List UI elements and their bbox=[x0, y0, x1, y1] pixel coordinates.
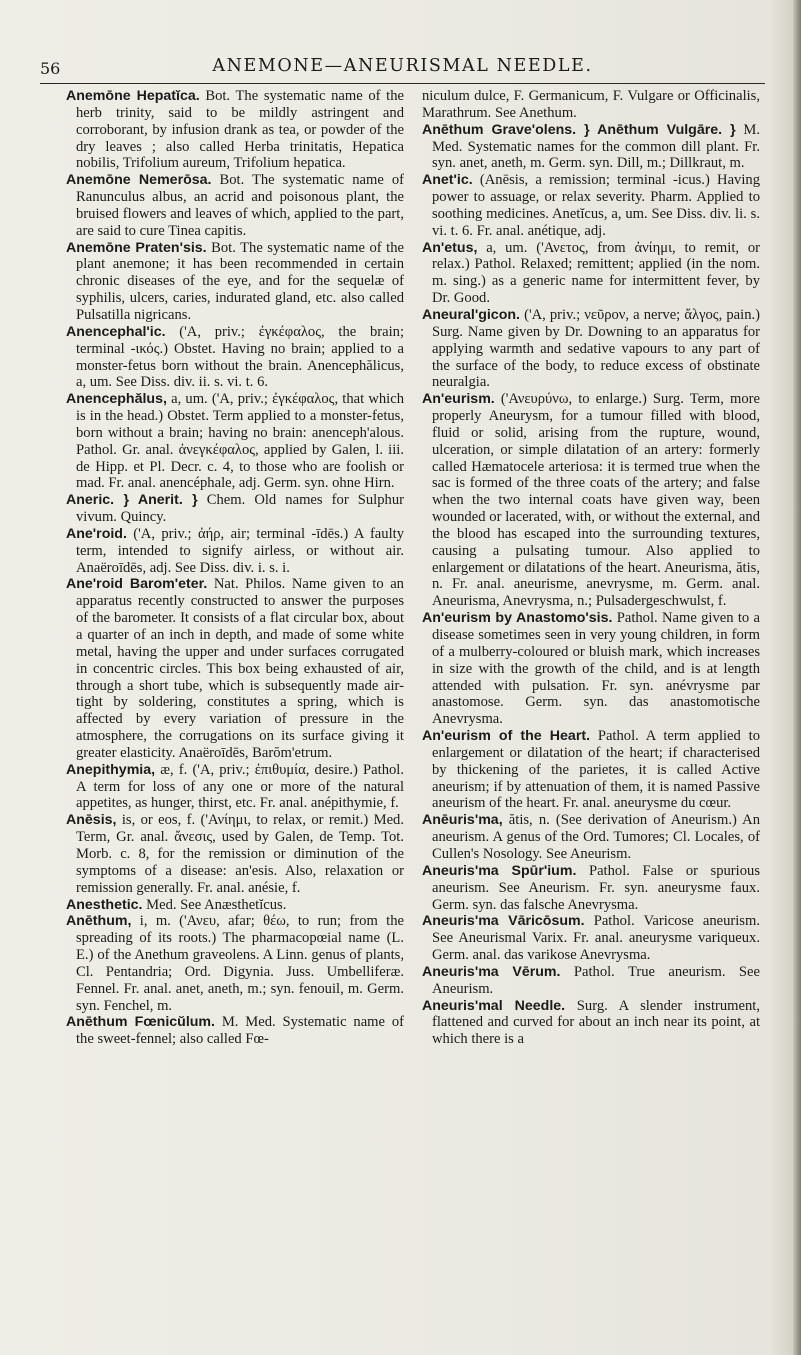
dictionary-entry bbox=[422, 88, 760, 122]
dictionary-entry bbox=[422, 122, 760, 173]
entry-headword: Anēthum Fœnicŭlum. bbox=[66, 1014, 215, 1031]
entry-definition: ('A, priv.; ἀήρ, air; terminal -īdēs.) A faulty term, intended to signify airless, or without air. Anaëroīdēs, adj. See Diss. div. i. s. i. bbox=[76, 525, 404, 576]
entry-definition: Bot. The systematic name of Ranunculus albus, an acrid and poisonous plant, the bruised flowers and leaves of which, applied to the part, are said to cure Tinea capitis. bbox=[76, 172, 404, 239]
dictionary-entry bbox=[422, 863, 760, 914]
entry-definition: (Anēsis, a remission; terminal -icus.) Having power to assuage, or relax severity. Pharm. Applied to soothing medicines. Anetĭcus, a, um. See Diss. div. li. s. vi. t. 6. Fr. anal. anétique, adj. bbox=[432, 172, 760, 239]
dictionary-entry bbox=[422, 812, 760, 863]
entry-headword: Anencephălus, bbox=[66, 391, 167, 408]
dictionary-entry bbox=[66, 492, 404, 526]
entry-headword: Aneuris'mal Needle. bbox=[422, 997, 566, 1014]
entry-headword: Anemōne Nemerōsa. bbox=[66, 172, 212, 189]
dictionary-entry bbox=[66, 897, 404, 914]
dictionary-entry bbox=[66, 576, 404, 761]
dictionary-entry bbox=[66, 812, 404, 896]
entry-definition: Chem. Old names for Sulphur vivum. Quincy. bbox=[76, 492, 404, 526]
entry-definition: ('A, priv.; νεῦρον, a nerve; ἄλγος, pain.) Surg. Name given by Dr. Downing to an apparatus for applying warmth and sedative vapours to any part of the surface of the body, to reduce excess of obstinate neuralgia. bbox=[432, 306, 760, 391]
entry-definition: Bot. The systematic name of the herb trinity, said to be mildly astringent and corroborant, by infusion drank as tea, or powder of the dry leaves ; also called Herba trinitatis, Hepatica nobilis, Trifolium aureum, Trifolium hepatica. bbox=[76, 88, 404, 172]
entry-definition: Pathol. A term applied to enlargement or dilatation of the heart; if characterised by thickening of the parietes, it is called Active aneurism; if by attenuation of them, it is named Passive aneurism of the heart. Fr. anal. aneurysme du cœur. bbox=[432, 728, 760, 812]
entry-definition: ătis, n. (See derivation of Aneurism.) An aneurism. A genus of the Ord. Tumores; Cl. Locales, of Cullen's Nosology. See Aneurism. bbox=[432, 812, 760, 862]
entry-headword: Anēthum, bbox=[66, 913, 132, 930]
dictionary-entry bbox=[66, 526, 404, 577]
page-edge-shadow bbox=[793, 0, 801, 1355]
entry-definition: a, um. ('Ανετος, from ἀνίημι, to remit, or relax.) Pathol. Relaxed; remittent; applied (in the nom. m. sing.) as a generic name for intermittent fever, by Dr. Good. bbox=[432, 239, 760, 307]
entry-definition: Pathol. Name given to a disease sometimes seen in very young children, in form of a mulberry-coloured or bluish mark, which increases in size with the growth of the child, and is at length attended with pulsation. Fr. syn. anévrysme par anastomose. Germ. syn. das anastomotische Anevrysma. bbox=[432, 610, 760, 728]
dictionary-entry bbox=[422, 391, 760, 610]
entry-definition: Surg. A slender instrument, flattened and curved for about an inch near its point, at which there is a bbox=[432, 997, 760, 1048]
entry-definition: Bot. The systematic name of the plant anemone; it has been recommended in certain chronic diseases of the eye, and for the sequelæ of syphilis, ulcers, caries, indurated gland, etc. also called Pulsatilla nigricans. bbox=[76, 239, 404, 323]
entry-definition: M. Med. Systematic name of the sweet-fennel; also called Fœ- bbox=[76, 1014, 404, 1048]
dictionary-entry bbox=[66, 172, 404, 239]
running-title: ANEMONE—ANEURISMAL NEEDLE. bbox=[212, 56, 593, 76]
dictionary-entry bbox=[66, 913, 404, 1014]
entry-definition: is, or eos, f. ('Ανίημι, to relax, or remit.) Med. Term, Gr. anal. ἄνεσις, used by Galen, de Temp. Tot. Morb. c. 8, for the remission or diminution of the symptoms of a disease: an'esis. Also, relaxation or remission generally. Fr. anal. anésie, f. bbox=[76, 812, 404, 896]
dictionary-entry bbox=[422, 610, 760, 728]
left-column bbox=[66, 88, 404, 1048]
entry-headword: Anēsis, bbox=[66, 812, 117, 829]
entry-headword: Anet'ic. bbox=[422, 172, 473, 189]
entry-headword: Aneuris'ma Vāricōsum. bbox=[422, 913, 585, 930]
page-header bbox=[40, 49, 765, 84]
entry-definition: Pathol. Varicose aneurism. See Aneurismal Varix. Fr. anal. aneurysme variqueux. Germ. anal. das varikose Anevrysma. bbox=[432, 913, 760, 964]
entry-headword: Anesthetic. bbox=[66, 896, 143, 913]
entry-headword: Anemōne Praten'sis. bbox=[66, 239, 207, 256]
entry-headword: An'eurism. bbox=[422, 391, 495, 408]
entry-headword: Anemōne Hepatĭca. bbox=[66, 88, 200, 104]
entry-definition: i, m. ('Ανευ, afar; θέω, to run; from the spreading of its roots.) The pharmacopœial name (L. E.) of the Anethum graveolens. A Linn. genus of plants, Cl. Pentandria; Ord. Digynia. Juss. Umbelliferæ. Fennel. Fr. anal. anet, aneth, m.; syn. fenouil, m. Germ. syn. Fenchel, m. bbox=[76, 913, 404, 1014]
entry-headword: Anēuris'ma, bbox=[422, 812, 503, 829]
entry-definition: ('A, priv.; ἐγκέφαλος, the brain; terminal -ικός.) Obstet. Having no brain; applied to a monster-fetus born without the brain. Anencephălicus, a, um. See Diss. div. ii. s. vi. t. 6. bbox=[76, 323, 404, 391]
dictionary-entry bbox=[66, 324, 404, 391]
dictionary-entry bbox=[422, 964, 760, 998]
entry-headword: Ane'roid Barom'eter. bbox=[66, 576, 208, 593]
entry-definition: a, um. ('A, priv.; ἐγκέφαλος, that which is in the head.) Obstet. Term applied to a monster-fetus, born without a brain; having no brain: anenceph'alous. Pathol. Gr. anal. ἀνεγκέφαλος, applied by Galen, l. iii. de Hipp. et Pl. Decr. c. 4, to those who are foolish or mad. Fr. anal. anencéphale, adj. Germ. syn. ohne Hirn. bbox=[76, 391, 404, 492]
dictionary-entry bbox=[422, 240, 760, 307]
dictionary-entry bbox=[66, 1014, 404, 1048]
entry-headword: An'eurism of the Heart. bbox=[422, 728, 591, 745]
dictionary-entry bbox=[66, 391, 404, 492]
entry-definition: M. Med. Systematic names for the common dill plant. Fr. syn. anet, aneth, m. Germ. syn. Dill, m.; Dillkraut, m. bbox=[432, 121, 760, 172]
dictionary-entry bbox=[422, 998, 760, 1049]
entry-definition: Med. See Anæsthetĭcus. bbox=[142, 896, 287, 913]
dictionary-entry bbox=[422, 307, 760, 391]
right-column bbox=[422, 88, 760, 1048]
entry-headword: Aneural'gicon. bbox=[422, 306, 520, 323]
dictionary-entry bbox=[422, 172, 760, 239]
entry-definition: ('Ανευρύνω, to enlarge.) Surg. Term, more properly Aneurysm, for a tumour filled with blood, fluid or solid, arising from the rupture, wound, ulceration, or simple dilatation of an artery: formerly called Hæmatocele arteriosa: it is termed true when the sac is formed of the three coats of the artery; and false when the two internal coats have given way, been wounded or lacerated, with, or without the external, and the blood has escaped into the surrounding textures, causing a pulsating tumour. Also applied to enlargement or dilatations of the heart. Aneurisma, ătis, n. Fr. anal. aneurisme, anevrysme, m. Germ. anal. Aneurisma, Anevrysma, n.; Pulsadergeschwulst, f. bbox=[432, 391, 760, 610]
entry-definition: æ, f. ('A, priv.; ἐπιθυμία, desire.) Pathol. A term for loss of any one or more of the natural appetites, as hunger, thirst, etc. Fr. anal. anépithymie, f. bbox=[76, 761, 404, 812]
entry-definition: Pathol. False or spurious aneurism. See Aneurism. Fr. syn. aneurysme faux. Germ. syn. das falsche Anevrysma. bbox=[432, 862, 760, 913]
entry-headword: An'eurism by Anastomo'sis. bbox=[422, 610, 613, 627]
entry-headword: Aneuris'ma Vērum. bbox=[422, 963, 561, 980]
dictionary-entry bbox=[66, 762, 404, 813]
entry-headword: Aneric. } Anerit. } bbox=[66, 492, 198, 509]
entry-headword: Ane'roid. bbox=[66, 525, 127, 542]
dictionary-entry bbox=[66, 88, 404, 172]
entry-headword: Anepithymia, bbox=[66, 761, 156, 778]
entry-headword: Aneuris'ma Spūr'ium. bbox=[422, 862, 577, 879]
dictionary-entry bbox=[422, 728, 760, 812]
page-number: 56 bbox=[40, 59, 61, 78]
entry-definition: Nat. Philos. Name given to an apparatus recently constructed to answer the purposes of the barometer. It consists of a flat circular box, about a quarter of an inch in depth, and made of some white metal, having the upper and under surfaces corrugated in concentric circles. This box being exhausted of air, through a short tube, which is subsequently made air-tight by soldering, constitutes a spring, which is affected by every variation of pressure in the atmosphere, the corrugations on its surface giving it greater elasticity. Anaëroīdēs, Barŏm'etrum. bbox=[76, 576, 404, 761]
entry-headword: Anēthum Grave'olens. } Anēthum Vulgāre. } bbox=[422, 121, 736, 138]
dictionary-entry bbox=[422, 913, 760, 964]
entry-headword: Anencephal'ic. bbox=[66, 323, 166, 340]
entry-definition: niculum dulce, F. Germanicum, F. Vulgare or Officinalis, Marathrum. See Anethum. bbox=[422, 88, 760, 121]
entry-definition: Pathol. True aneurism. See Aneurism. bbox=[432, 963, 760, 997]
dictionary-entry bbox=[66, 240, 404, 324]
entry-headword: An'etus, bbox=[422, 239, 478, 256]
